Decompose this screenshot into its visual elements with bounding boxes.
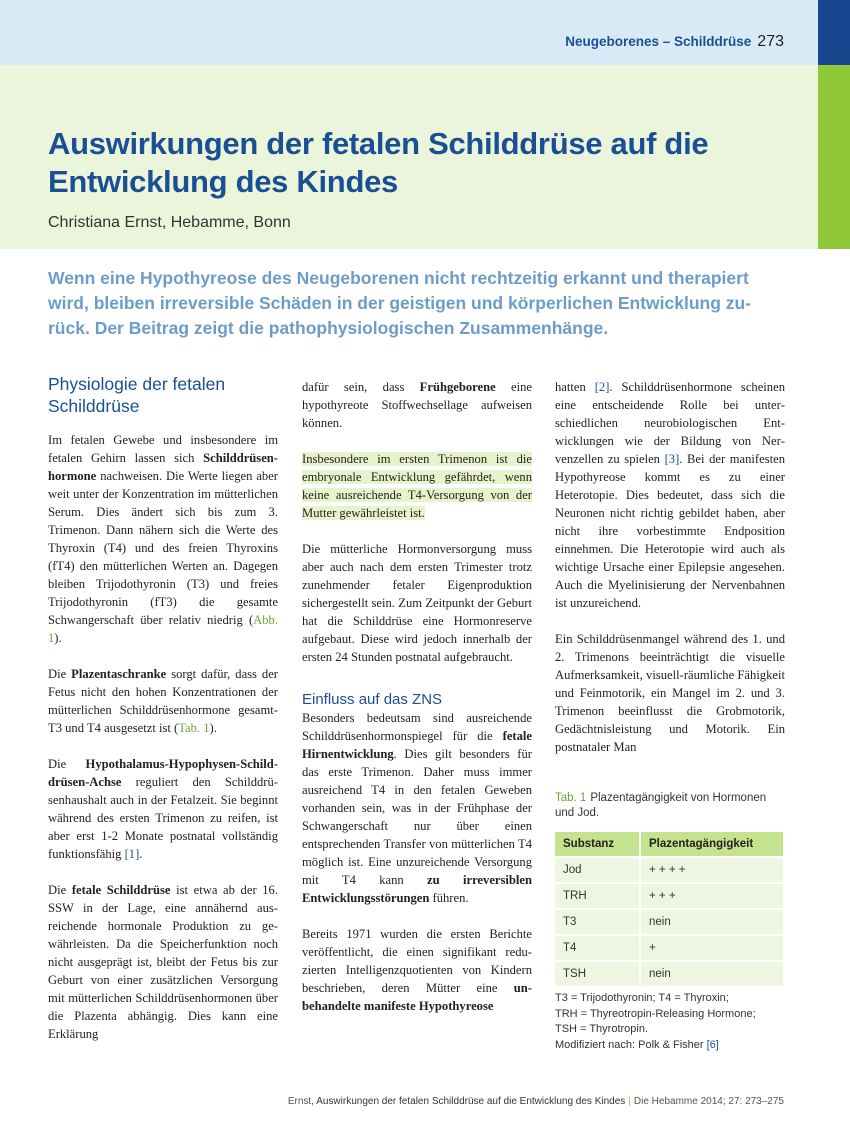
footer-title: Auswirkungen der fetalen Schilddrüse auf die Entwicklung des Kindes — [316, 1096, 626, 1107]
text: ). — [54, 631, 62, 645]
table-cell: nein — [639, 908, 783, 934]
table-cell: TSH — [555, 960, 639, 986]
paragraph — [302, 378, 532, 432]
table-caption — [555, 791, 785, 821]
running-title: Neugeborenes – Schilddrüse — [565, 34, 752, 49]
text: Modifiziert nach: Polk & Fisher — [555, 1038, 707, 1051]
table-cell: nein — [639, 960, 783, 986]
subsection-zns — [302, 691, 532, 907]
citation-link-3[interactable]: [3] — [664, 452, 680, 466]
bold-term: unbehandelte manifeste Hypothyreose — [302, 981, 532, 1013]
paragraph — [302, 709, 532, 907]
table-link-tab1[interactable]: Tab. 1 — [178, 721, 210, 735]
text: Die — [48, 667, 72, 681]
table-cell: Jod — [555, 856, 639, 882]
citation-link-6[interactable]: [6] — [706, 1038, 719, 1051]
section-heading-physiologie: Physiologie der fetalen Schilddrüse — [48, 374, 226, 416]
bold-term: fetale Schilddrüse — [71, 883, 171, 897]
text: Besonders bedeutsam sind ausreichende Schilddrüsenhormonspiegel für die — [302, 711, 532, 743]
footnote-line: TSH = Thyrotropin. — [555, 1023, 649, 1035]
article-author: Christiana Ernst, Hebamme, Bonn — [48, 214, 291, 231]
table-cell: + + + + — [639, 856, 783, 882]
highlight-paragraph — [302, 450, 532, 522]
text: Die — [48, 883, 72, 897]
article-title: Auswirkungen der fetalen Schilddrüse auf die Entwicklung des Kindes — [48, 126, 709, 199]
column-3 — [555, 378, 785, 756]
highlighted-text: Insbesondere im ersten Trimenon ist die embryonale Entwicklung gefährdet, wenn keine ausreichende T4-Versorgung von der Mutter gewährleistet ist. — [302, 452, 532, 520]
text: dafür sein, dass — [302, 380, 420, 394]
text: ist etwa ab der 16. SSW in der Lage, eine annähernd ausreichende hormonale Produktion zu gewährleisten. Da die Speicherfunktion noch nicht ausgeprägt ist, bleibt der Fetus bis zur Geburt von einer zusätzlichen Versorgung mit mütterlichen Schilddrüsenhormonen über die Plazenta abhängig. Dies kann eine Erklärung — [48, 883, 279, 1041]
text: nachweisen. Die Werte liegen aber weit unter der Konzentration im mütterlichen Serum. Dies ändert sich bis zum 3. Trimenon. Dann nähern sich die Werte des Thyroxin (T4) und des freien Thyroxins (fT4) den mütterlichen Werten an. Dagegen bleiben Trijodothyronin (T3) und freies Trijodothyronin (fT3) die gesamte Schwangerschaft über relativ niedrig ( — [48, 469, 278, 627]
running-head — [565, 33, 784, 51]
table-cell: T4 — [555, 934, 639, 960]
page-footer — [288, 1096, 784, 1107]
paragraph — [555, 378, 785, 612]
footer-separator: | — [628, 1096, 631, 1107]
table-cell: T3 — [555, 908, 639, 934]
paragraph — [302, 925, 532, 1015]
table-cell: + — [639, 934, 783, 960]
footer-citation: Die Hebamme 2014; 27: 273–275 — [633, 1096, 784, 1107]
citation-link-1[interactable]: [1] — [124, 847, 140, 861]
column-2 — [302, 378, 532, 1015]
text: führen. — [429, 891, 469, 905]
text: sorgt dafür, dass der Fetus nicht den hohen Konzentrationen der mütterlichen Schilddrüsenhormone gesamt-T3 und T4 ausgesetzt ist ( — [48, 667, 278, 735]
text: . — [139, 847, 143, 861]
table-header-cell: Substanz — [555, 832, 639, 856]
table-row — [555, 882, 783, 908]
table-header-row — [555, 832, 783, 856]
text: Im fetalen Gewebe und insbesondere im fetalen Gehirn lassen sich — [48, 433, 278, 465]
paragraph — [48, 881, 278, 1043]
footnote-line: TRH = Thyreotropin-Releasing Hormone; — [555, 1007, 756, 1020]
bold-term: fetale Hirnentwicklung — [302, 729, 532, 761]
paragraph: Die mütterliche Hormonversorgung muss aber auch nach dem ersten Trimester trotz zunehmender fetaler Eigenproduktion sichergestellt sein. Zum Zeitpunkt der Geburt hat die Schilddrüse eine Hormonreserve aufgebaut. Diese wird jedoch innerhalb der ersten 24 Stunden postnatal aufgebraucht. — [302, 542, 532, 664]
side-tab-green — [818, 65, 850, 249]
table-label: Tab. 1 — [555, 792, 587, 804]
text: reguliert den Schilddrüsenhaushalt auch in der Fetalzeit. Sie beginnt während des ersten Trimenon zu reifen, ist aber erst 1-2 Monate postnatal vollständig funktionsfähig — [48, 775, 278, 861]
paragraph — [48, 755, 278, 863]
table-cell: TRH — [555, 882, 639, 908]
citation-link-2[interactable]: [2] — [594, 380, 610, 394]
footer-author: Ernst, — [287, 1096, 317, 1107]
article-lead: Wenn eine Hypothyreose des Neugeborenen nicht rechtzeitig erkannt und therapiert wird, bleiben irreversible Schäden in der geistigen und körperlichen Entwicklung zurück. Der Beitrag zeigt die pathophysiologischen Zusammenhänge. — [48, 268, 752, 338]
text: eine hypothyreote Stoffwechsellage aufweisen können. — [302, 380, 533, 430]
table-caption-text: Plazentagängigkeit von Hormonen und Jod. — [555, 792, 767, 819]
bold-term: zu irreversiblen Entwicklungsstörungen — [302, 873, 532, 905]
table-row — [555, 960, 783, 986]
side-tab-blue — [818, 0, 850, 65]
table-footnote — [555, 991, 785, 1053]
bold-term: Frühgeborene — [419, 380, 496, 394]
bold-term: Hypothalamus-Hypophysen-Schilddrüsen-Achse — [48, 757, 278, 789]
page-number: 273 — [757, 33, 784, 50]
table-row — [555, 908, 783, 934]
table-cell: + + + — [639, 882, 783, 908]
placenta-table — [555, 832, 783, 986]
table-row — [555, 856, 783, 882]
bold-term: Schilddrüsenhormone — [48, 451, 278, 483]
paragraph: Ein Schilddrüsenmangel während des 1. und 2. Trimenons beeinträchtigt die visuelle Aufmerksamkeit, visuell-räumliche Fähigkeit und Feinmotorik, ein Mangel im 2. und 3. Trimenon beeinflusst die Grobmotorik, Gedächtnisleistung und Motorik. Ein postnataler Man — [555, 632, 785, 754]
footnote-line: T3 = Trijodothyronin; T4 = Thyroxin; — [555, 992, 729, 1004]
text: hatten — [555, 380, 595, 394]
text: . Dies gilt besonders für das erste Trimenon. Daher muss immer ausreichend T4 in den fetalen Geweben vorhanden sein, was in der Frühphase der Schwangerschaft nur über einen entsprechenden Transfer von mütterlichen T4 möglich ist. Eine unzureichende Versorgung mit T4 kann — [302, 747, 532, 887]
text: . Bei der manifesten Hypothyreose kommt es zu einer Heterotopie. Dies bedeutet, dass sich die Neuronen nicht richtig gebildet haben, aber nicht ihre vorbestimmte Endposition einnehmen. Die Heterotopie wird auch als wichtige Ursache einer Epilepsie angesehen. Auch die Myelinisierung der Nervenbahnen ist unzureichend. — [555, 452, 785, 610]
text: ). — [209, 721, 217, 735]
table-header-cell: Plazentagängigkeit — [639, 832, 783, 856]
bold-term: Plazentaschranke — [71, 667, 167, 681]
footnote-line — [555, 1038, 785, 1054]
text: . Schilddrüsenhormone scheinen eine entscheidende Rolle bei unterschiedlichen neurobiologischen Entwicklungen wie der Bildung von Nervenzellen zu spielen — [555, 380, 785, 466]
column-1 — [48, 373, 278, 1043]
text: Die — [48, 757, 86, 771]
text: Bereits 1971 wurden die ersten Berichte veröffentlicht, die einen signifikant reduzierten Intelligenzquotienten von Kindern beschrieben, deren Mütter eine — [302, 927, 532, 995]
figure-link-abb1[interactable]: Abb. 1 — [48, 613, 278, 645]
subsection-heading-zns: Einfluss auf das ZNS — [302, 691, 443, 708]
table-row — [555, 934, 783, 960]
paragraph — [48, 665, 278, 737]
paragraph — [48, 431, 278, 647]
